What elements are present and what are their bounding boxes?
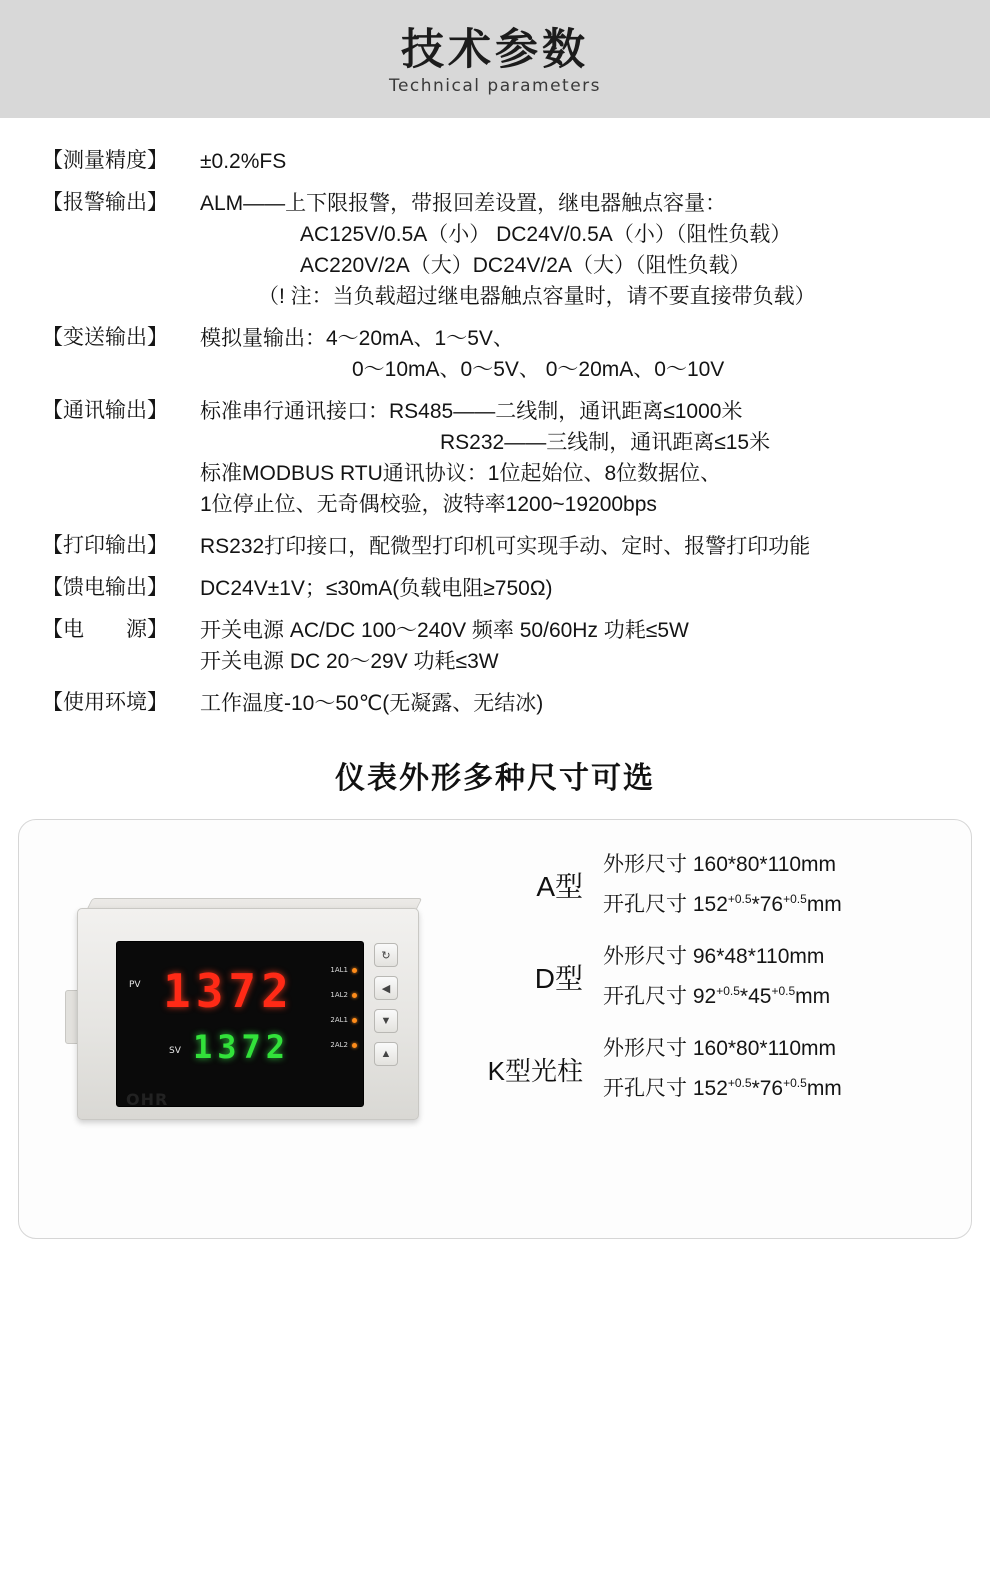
cutout-mid: *45 (739, 985, 772, 1008)
alarm-label: 2AL2 (330, 1041, 348, 1049)
spec-label: 【报警输出】 (42, 191, 168, 214)
spec-value (200, 573, 553, 604)
cutout-dimension (603, 974, 830, 1014)
alarm-indicator (307, 966, 357, 974)
spec-line: 标准MODBUS RTU通讯协议：1位起始位、8位数据位、 (200, 462, 722, 485)
spec-label: 【馈电输出】 (42, 576, 168, 599)
model-name: D型 (534, 963, 583, 994)
spec-row-measure-accuracy (0, 146, 990, 177)
spec-line: 开关电源 AC/DC 100～240V 频率 50/60Hz 功耗≤5W (200, 619, 689, 642)
model-entry-a (427, 848, 972, 922)
spec-line: 工作温度-10～50℃(无凝露、无结冰) (200, 692, 544, 715)
model-entry-k (427, 1032, 972, 1106)
spec-line: AC220V/2A（大）DC24V/2A（大）（阻性负载） (300, 254, 751, 277)
model-entry-d (427, 940, 972, 1014)
alarm-label: 1AL1 (330, 966, 348, 974)
cutout-tolerance-1: +0.5 (727, 1076, 752, 1090)
alarm-indicator-group (307, 966, 357, 1066)
model-name: A型 (536, 871, 583, 902)
alarm-led-icon (352, 993, 357, 998)
device-brand-logo: OHR (126, 1090, 169, 1109)
model-name: K型光柱 (487, 1055, 583, 1086)
page-subtitle: Technical parameters (388, 75, 602, 96)
model-dimensions (603, 940, 830, 1014)
spec-line: 开关电源 DC 20～29V 功耗≤3W (200, 650, 499, 673)
spec-line: ALM——上下限报警，带报回差设置，继电器触点容量： (200, 192, 727, 215)
spec-line: AC125V/0.5A（小） DC24V/0.5A（小）（阻性负载） (300, 223, 792, 246)
spec-label: 【通讯输出】 (42, 399, 168, 422)
alarm-indicator (307, 1041, 357, 1049)
cutout-prefix: 开孔尺寸 152 (603, 1077, 728, 1100)
cutout-tolerance-2: +0.5 (783, 892, 807, 906)
spec-value (200, 188, 816, 312)
spec-label: 【变送输出】 (42, 326, 168, 349)
spec-line: 1位停止位、无奇偶校验，波特率1200~19200bps (200, 493, 657, 516)
alarm-indicator (307, 991, 357, 999)
spec-row-feed-output (0, 573, 990, 604)
spec-label: 【测量精度】 (42, 149, 168, 172)
spec-row-power-supply (0, 615, 990, 677)
device-display-screen (116, 941, 364, 1107)
spec-value (200, 531, 810, 562)
alarm-indicator (307, 1016, 357, 1024)
cutout-unit: mm (795, 985, 831, 1008)
spec-line: （! 注：当负载超过继电器触点容量时，请不要直接带负载） (258, 285, 816, 308)
instrument-illustration (59, 898, 429, 1133)
spec-value (200, 323, 724, 385)
sv-label: SV (169, 1046, 181, 1056)
spec-value (200, 396, 770, 520)
alarm-led-icon (352, 968, 357, 973)
model-size-panel (18, 819, 972, 1239)
spec-label: 【电 源】 (42, 618, 168, 641)
specification-list (0, 118, 990, 719)
cutout-tolerance-2: +0.5 (783, 1076, 807, 1090)
down-key-icon: ▼ (374, 1009, 398, 1033)
spec-line: 模拟量输出：4～20mA、1～5V、 (200, 327, 514, 350)
spec-row-print-output (0, 531, 990, 562)
outline-dimension: 外形尺寸 160*80*110mm (603, 1037, 837, 1060)
spec-row-operating-environment (0, 688, 990, 719)
spec-row-communication-output (0, 396, 990, 520)
outline-dimension: 外形尺寸 160*80*110mm (603, 853, 837, 876)
cutout-dimension (603, 1066, 842, 1106)
cutout-prefix: 开孔尺寸 152 (603, 893, 728, 916)
spec-row-transmitter-output (0, 323, 990, 385)
spec-value (200, 146, 286, 177)
device-front-panel (77, 908, 419, 1120)
spec-value (200, 688, 543, 719)
cutout-tolerance-2: +0.5 (771, 984, 796, 998)
alarm-label: 1AL2 (330, 991, 348, 999)
model-size-list (427, 848, 972, 1124)
pv-label: PV (129, 980, 141, 990)
spec-line: DC24V±1V；≤30mA(负载电阻≥750Ω) (200, 577, 553, 600)
cutout-mid: *76 (751, 1077, 784, 1100)
cutout-mid: *76 (751, 893, 784, 916)
device-keypad (374, 943, 404, 1075)
shift-key-icon: ◀ (374, 976, 398, 1000)
cutout-unit: mm (806, 893, 842, 916)
sv-value: 1372 (193, 1028, 291, 1066)
up-key-icon: ▲ (374, 1042, 398, 1066)
spec-label: 【使用环境】 (42, 691, 168, 714)
pv-value: 1372 (163, 964, 294, 1018)
page-title: 技术参数 (401, 26, 589, 75)
alarm-led-icon (352, 1018, 357, 1023)
set-key-icon: ↻ (374, 943, 398, 967)
spec-value (200, 615, 689, 677)
spec-line: 标准串行通讯接口：RS485——二线制，通讯距离≤1000米 (200, 400, 743, 423)
page-header (0, 0, 990, 118)
model-dimensions (603, 1032, 842, 1106)
spec-row-alarm-output (0, 188, 990, 312)
cutout-tolerance-1: +0.5 (727, 892, 752, 906)
spec-label: 【打印输出】 (42, 534, 168, 557)
cutout-tolerance-1: +0.5 (716, 984, 740, 998)
spec-line: ±0.2%FS (200, 150, 287, 173)
outline-dimension: 外形尺寸 96*48*110mm (603, 945, 825, 968)
cutout-dimension (603, 882, 842, 922)
cutout-unit: mm (806, 1077, 842, 1100)
model-dimensions (603, 848, 842, 922)
cutout-prefix: 开孔尺寸 92 (603, 985, 717, 1008)
alarm-label: 2AL1 (330, 1016, 348, 1024)
alarm-led-icon (352, 1043, 357, 1048)
spec-line: RS232——三线制，通讯距离≤15米 (440, 431, 771, 454)
section-title-sizes: 仪表外形多种尺寸可选 (335, 762, 655, 795)
spec-line: RS232打印接口，配微型打印机可实现手动、定时、报警打印功能 (200, 535, 811, 558)
spec-line: 0～10mA、0～5V、 0～20mA、0～10V (352, 358, 725, 381)
